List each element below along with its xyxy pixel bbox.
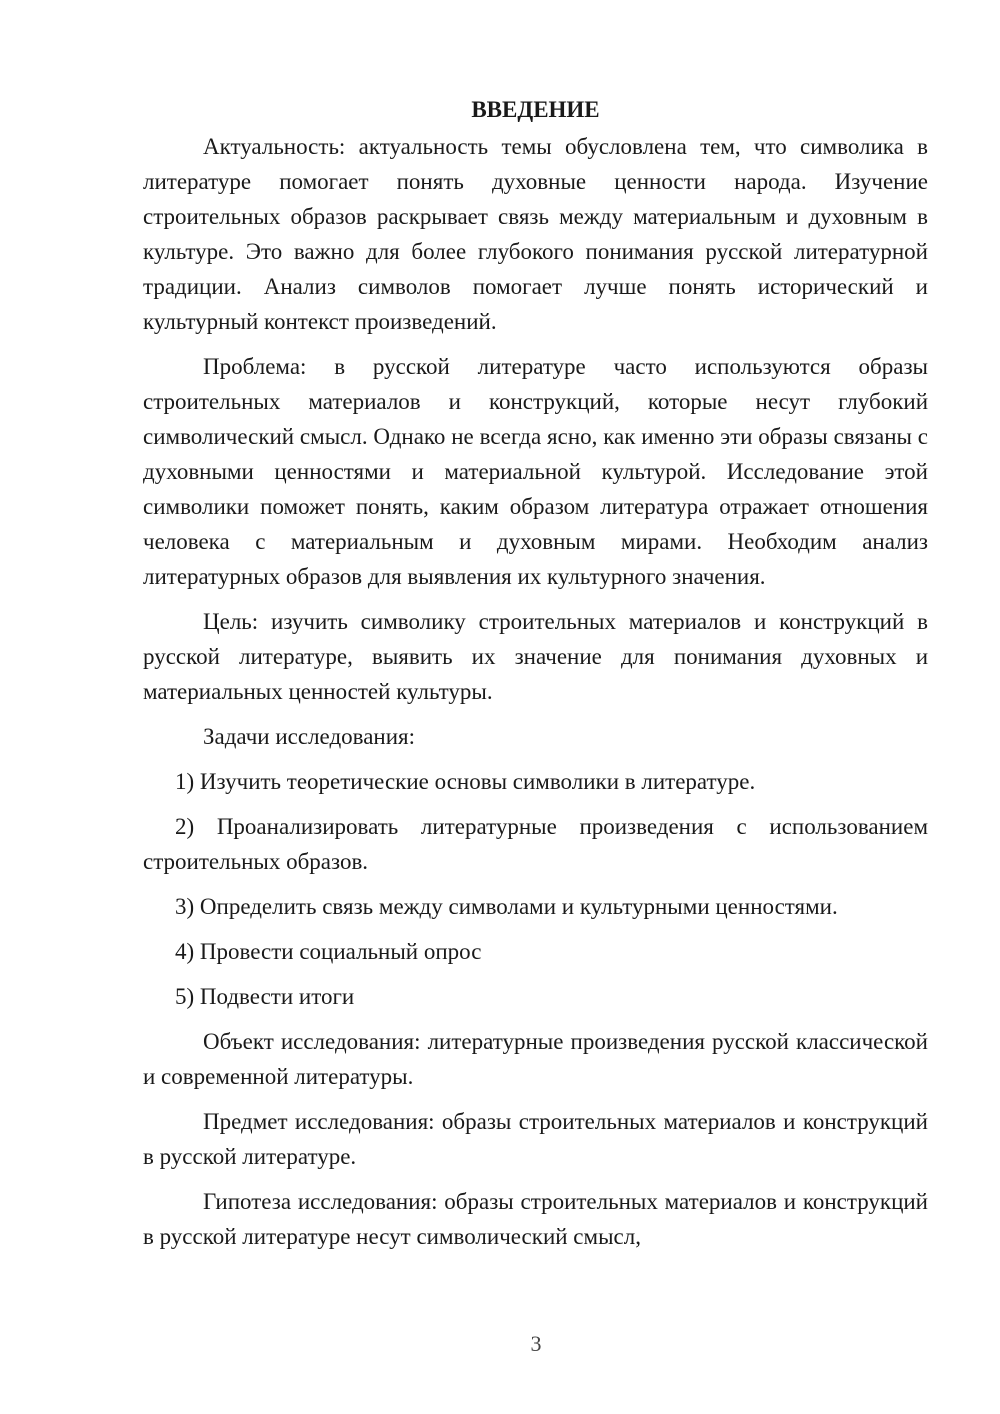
paragraph-relevance: Актуальность: актуальность темы обусловлена тем, что символика в литературе помогает понять духовные ценности народа. Изучение строительных образов раскрывает связь между материальным и духовным в культуре. Это важно для более глубокого понимания русской литературной традиции. Анализ символов помогает лучше понять исторический и культурный контекст произведений. xyxy=(143,134,928,334)
paragraph-object: Объект исследования: литературные произведения русской классической и современной литературы. xyxy=(143,1029,928,1089)
page-number: 3 xyxy=(530,1331,542,1356)
page-title: ВВЕДЕНИЕ xyxy=(471,97,600,122)
paragraph-goal: Цель: изучить символику строительных материалов и конструкций в русской литературе, выявить их значение для понимания духовных и материальных ценностей культуры. xyxy=(143,609,928,704)
paragraph-subject: Предмет исследования: образы строительных материалов и конструкций в русской литературе. xyxy=(143,1109,928,1169)
task-item-3: 3) Определить связь между символами и культурными ценностями. xyxy=(175,894,838,919)
task-item-2: 2) Проанализировать литературные произведения с использованием строительных образов. xyxy=(143,814,928,874)
task-item-4: 4) Провести социальный опрос xyxy=(175,939,482,964)
task-item-5: 5) Подвести итоги xyxy=(175,984,355,1009)
tasks-heading: Задачи исследования: xyxy=(203,724,416,749)
page-content xyxy=(143,92,928,1254)
paragraph-hypothesis: Гипотеза исследования: образы строительных материалов и конструкций в русской литературе несут символический смысл, xyxy=(143,1189,928,1249)
paragraph-problem: Проблема: в русской литературе часто используются образы строительных материалов и конструкций, которые несут глубокий символический смысл. Однако не всегда ясно, как именно эти образы связаны с духовными ценностями и материальной культурой. Исследование этой символики поможет понять, каким образом литература отражает отношения человека с материальным и духовным мирами. Необходим анализ литературных образов для выявления их культурного значения. xyxy=(143,354,928,589)
task-item-1: 1) Изучить теоретические основы символики в литературе. xyxy=(175,769,756,794)
